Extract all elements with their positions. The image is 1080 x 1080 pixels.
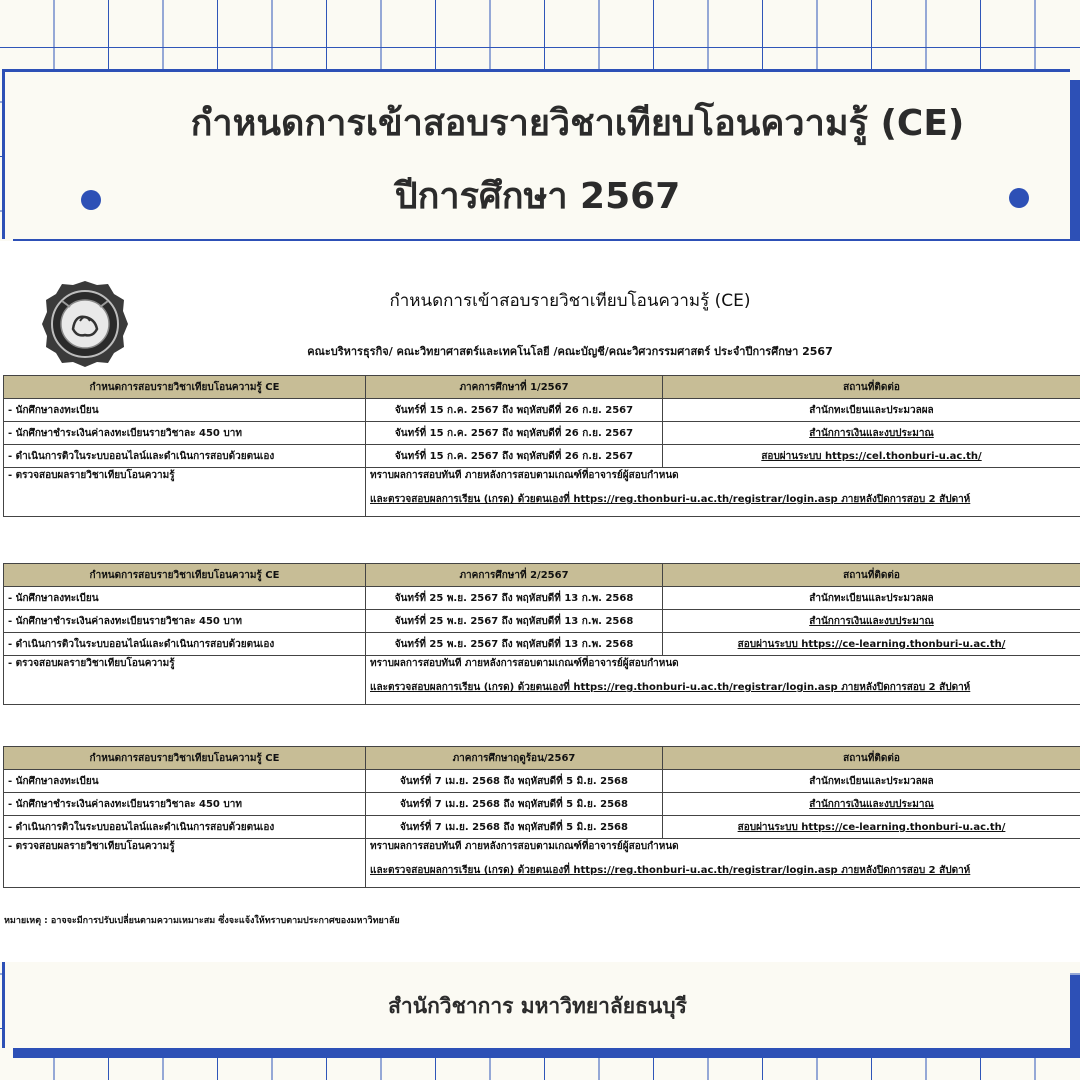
row-date: จันทร์ที่ 25 พ.ย. 2567 ถึง พฤหัสบดีที่ 13 ก.พ. 2568 (366, 633, 663, 656)
col-header-schedule: กำหนดการสอบรายวิชาเทียบโอนความรู้ CE (4, 564, 366, 587)
result-line2-link[interactable]: และตรวจสอบผลการเรียน (เกรด) ด้วยตนเองที่ https://reg.thonburi-u.ac.th/registrar/login.asp ภายหลังปิดการสอบ 2 สัปดาห์ (370, 865, 971, 876)
row-place: สำนักทะเบียนและประมวลผล (663, 770, 1080, 793)
row-place-link[interactable]: สอบผ่านระบบ https://ce-learning.thonburi-u.ac.th/ (663, 633, 1080, 656)
row-date: จันทร์ที่ 7 เม.ย. 2568 ถึง พฤหัสบดีที่ 5 มิ.ย. 2568 (366, 793, 663, 816)
document-title: กำหนดการเข้าสอบรายวิชาเทียบโอนความรู้ (CE) (389, 291, 751, 311)
row-item: - ดำเนินการติวในระบบออนไลน์และดำเนินการสอบด้วยตนเอง (4, 633, 366, 656)
table-row (4, 587, 1080, 610)
schedule-document (0, 241, 1080, 962)
schedule-table-term2 (3, 563, 1080, 705)
row-place: สำนักการเงินและงบประมาณ (663, 610, 1080, 633)
row-item: - ดำเนินการติวในระบบออนไลน์และดำเนินการสอบด้วยตนเอง (4, 816, 366, 839)
row-place: สำนักทะเบียนและประมวลผล (663, 399, 1080, 422)
row-date: จันทร์ที่ 25 พ.ย. 2567 ถึง พฤหัสบดีที่ 13 ก.พ. 2568 (366, 610, 663, 633)
result-cell (366, 468, 1080, 517)
table-row (4, 770, 1080, 793)
table-row-result (4, 468, 1080, 517)
row-date: จันทร์ที่ 25 พ.ย. 2567 ถึง พฤหัสบดีที่ 13 ก.พ. 2568 (366, 587, 663, 610)
row-place-link[interactable]: สอบผ่านระบบ https://cel.thonburi-u.ac.th/ (663, 445, 1080, 468)
table-row (4, 399, 1080, 422)
decor-dot-right (1009, 188, 1029, 208)
row-date: จันทร์ที่ 15 ก.ค. 2567 ถึง พฤหัสบดีที่ 26 ก.ย. 2567 (366, 422, 663, 445)
banner-title-line2: ปีการศึกษา 2567 (394, 176, 681, 217)
row-item: - ตรวจสอบผลรายวิชาเทียบโอนความรู้ (4, 656, 366, 705)
result-cell (366, 656, 1080, 705)
row-item: - นักศึกษาลงทะเบียน (4, 770, 366, 793)
document-subtitle: คณะบริหารธุรกิจ/ คณะวิทยาศาสตร์และเทคโนโลยี /คณะบัญชี/คณะวิศวกรรมศาสตร์ ประจำปีการศึกษา 2567 (307, 345, 833, 358)
row-date: จันทร์ที่ 7 เม.ย. 2568 ถึง พฤหัสบดีที่ 5 มิ.ย. 2568 (366, 816, 663, 839)
row-date: จันทร์ที่ 15 ก.ค. 2567 ถึง พฤหัสบดีที่ 26 ก.ย. 2567 (366, 399, 663, 422)
table-row-result (4, 839, 1080, 888)
table-row (4, 793, 1080, 816)
table-row (4, 633, 1080, 656)
result-line1: ทราบผลการสอบทันที ภายหลังการสอบตามเกณฑ์ที่อาจารย์ผู้สอบกำหนด (370, 658, 679, 669)
table-row (4, 422, 1080, 445)
row-item: - ตรวจสอบผลรายวิชาเทียบโอนความรู้ (4, 839, 366, 888)
row-item: - นักศึกษาชำระเงินค่าลงทะเบียนรายวิชาละ 450 บาท (4, 422, 366, 445)
row-date: จันทร์ที่ 15 ก.ค. 2567 ถึง พฤหัสบดีที่ 26 ก.ย. 2567 (366, 445, 663, 468)
col-header-contact: สถานที่ติดต่อ (663, 564, 1080, 587)
result-line2-link[interactable]: และตรวจสอบผลการเรียน (เกรด) ด้วยตนเองที่ https://reg.thonburi-u.ac.th/registrar/login.asp ภายหลังปิดการสอบ 2 สัปดาห์ (370, 494, 971, 505)
footer-banner (2, 962, 1070, 1048)
result-cell (366, 839, 1080, 888)
col-header-schedule: กำหนดการสอบรายวิชาเทียบโอนความรู้ CE (4, 376, 366, 399)
col-header-contact: สถานที่ติดต่อ (663, 376, 1080, 399)
row-place-link[interactable]: สอบผ่านระบบ https://ce-learning.thonburi-u.ac.th/ (663, 816, 1080, 839)
result-line2-link[interactable]: และตรวจสอบผลการเรียน (เกรด) ด้วยตนเองที่ https://reg.thonburi-u.ac.th/registrar/login.asp ภายหลังปิดการสอบ 2 สัปดาห์ (370, 682, 971, 693)
col-header-contact: สถานที่ติดต่อ (663, 747, 1080, 770)
title-banner (2, 69, 1070, 239)
university-seal-icon (40, 279, 130, 369)
col-header-schedule: กำหนดการสอบรายวิชาเทียบโอนความรู้ CE (4, 747, 366, 770)
row-item: - นักศึกษาลงทะเบียน (4, 587, 366, 610)
row-item: - นักศึกษาชำระเงินค่าลงทะเบียนรายวิชาละ 450 บาท (4, 793, 366, 816)
table-header-row (4, 747, 1080, 770)
row-date: จันทร์ที่ 7 เม.ย. 2568 ถึง พฤหัสบดีที่ 5 มิ.ย. 2568 (366, 770, 663, 793)
row-place: สำนักการเงินและงบประมาณ (663, 422, 1080, 445)
footer-org-name: สำนักวิชาการ มหาวิทยาลัยธนบุรี (388, 994, 687, 1018)
decor-dot-left (81, 190, 101, 210)
table-header-row (4, 376, 1080, 399)
schedule-table-summer (3, 746, 1080, 888)
result-line1: ทราบผลการสอบทันที ภายหลังการสอบตามเกณฑ์ที่อาจารย์ผู้สอบกำหนด (370, 841, 679, 852)
table-row (4, 816, 1080, 839)
banner-title-line1: กำหนดการเข้าสอบรายวิชาเทียบโอนความรู้ (CE) (190, 103, 965, 144)
table-row-result (4, 656, 1080, 705)
row-item: - นักศึกษาลงทะเบียน (4, 399, 366, 422)
table-row (4, 445, 1080, 468)
row-place: สำนักทะเบียนและประมวลผล (663, 587, 1080, 610)
table-row (4, 610, 1080, 633)
table-header-row (4, 564, 1080, 587)
footnote: หมายเหตุ : อาจจะมีการปรับเปลี่ยนตามความเหมาะสม ซึ่งจะแจ้งให้ทราบตามประกาศของมหาวิทยาลัย (4, 916, 400, 926)
col-header-term: ภาคการศึกษาที่ 1/2567 (366, 376, 663, 399)
row-item: - ดำเนินการติวในระบบออนไลน์และดำเนินการสอบด้วยตนเอง (4, 445, 366, 468)
col-header-term: ภาคการศึกษาฤดูร้อน/2567 (366, 747, 663, 770)
result-line1: ทราบผลการสอบทันที ภายหลังการสอบตามเกณฑ์ที่อาจารย์ผู้สอบกำหนด (370, 470, 679, 481)
col-header-term: ภาคการศึกษาที่ 2/2567 (366, 564, 663, 587)
row-place: สำนักการเงินและงบประมาณ (663, 793, 1080, 816)
schedule-table-term1 (3, 375, 1080, 517)
row-item: - ตรวจสอบผลรายวิชาเทียบโอนความรู้ (4, 468, 366, 517)
row-item: - นักศึกษาชำระเงินค่าลงทะเบียนรายวิชาละ 450 บาท (4, 610, 366, 633)
